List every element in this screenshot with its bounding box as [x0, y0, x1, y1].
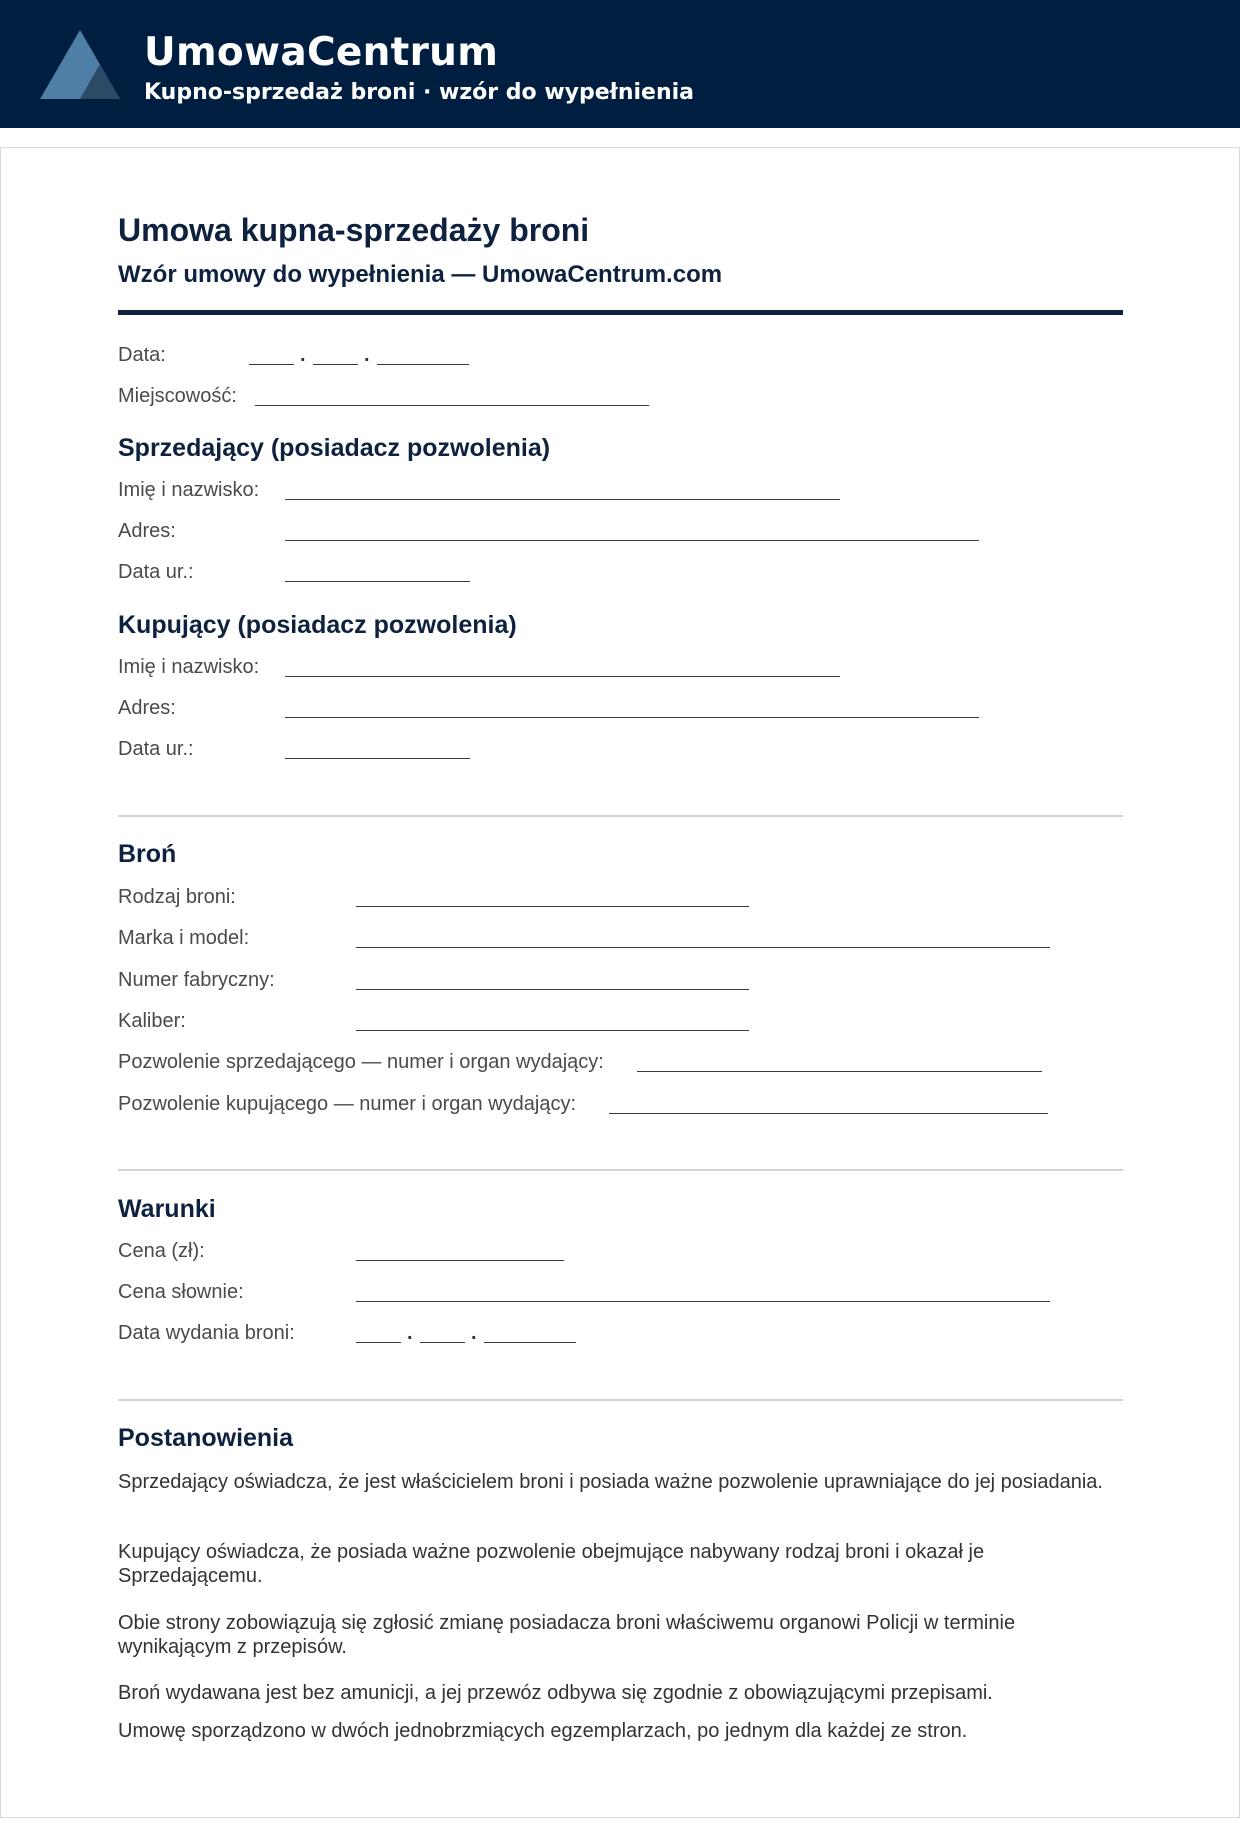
delivery-month-field[interactable] — [420, 1342, 465, 1343]
price-words-field[interactable] — [356, 1301, 1050, 1302]
buyer-address-field[interactable] — [285, 717, 979, 718]
date-year-field[interactable] — [377, 364, 469, 365]
seller-heading: Sprzedający (posiadacz pozwolenia) — [118, 434, 551, 462]
seller-name-label: Imię i nazwisko: — [118, 479, 260, 501]
top-bar — [0, 0, 1240, 128]
document-title: Umowa kupna-sprzedaży broni — [118, 212, 590, 248]
section-divider — [118, 1169, 1123, 1171]
section-divider — [118, 815, 1123, 817]
section-divider — [118, 1399, 1123, 1401]
buyer-name-label: Imię i nazwisko: — [118, 656, 260, 678]
date-separator: . — [471, 1322, 477, 1344]
buyer-heading: Kupujący (posiadacz pozwolenia) — [118, 611, 517, 639]
place-field[interactable] — [255, 405, 649, 406]
buyer-birth-label: Data ur.: — [118, 738, 194, 760]
seller-permit-label: Pozwolenie sprzedającego — numer i organ wydający: — [118, 1051, 604, 1073]
provision-item: Sprzedający oświadcza, że jest właścicielem broni i posiada ważne pozwolenie uprawniające do jej posiadania. — [118, 1471, 1103, 1493]
weapon-serial-field[interactable] — [356, 989, 749, 990]
document-page — [0, 147, 1240, 1818]
terms-heading: Warunki — [118, 1195, 216, 1223]
weapon-type-field[interactable] — [356, 906, 749, 907]
weapon-make-label: Marka i model: — [118, 927, 250, 949]
place-label: Miejscowość: — [118, 385, 237, 407]
buyer-birth-field[interactable] — [285, 758, 470, 759]
price-label: Cena (zł): — [118, 1240, 205, 1262]
buyer-permit-field[interactable] — [609, 1113, 1048, 1114]
triangle-logo-icon — [38, 28, 122, 100]
delivery-date-label: Data wydania broni: — [118, 1322, 295, 1344]
date-separator: . — [300, 344, 306, 366]
provisions-heading: Postanowienia — [118, 1424, 294, 1452]
document-subtitle: Wzór umowy do wypełnienia — UmowaCentrum.com — [118, 261, 723, 288]
provision-item: Umowę sporządzono w dwóch jednobrzmiących egzemplarzach, po jednym dla każdej ze stron. — [118, 1720, 968, 1742]
buyer-name-field[interactable] — [285, 676, 840, 677]
date-separator: . — [364, 344, 370, 366]
buyer-address-label: Adres: — [118, 697, 176, 719]
price-field[interactable] — [356, 1260, 564, 1261]
weapon-heading: Broń — [118, 840, 177, 868]
seller-birth-label: Data ur.: — [118, 561, 194, 583]
title-divider — [118, 310, 1123, 315]
brand-tagline: Kupno-sprzedaż broni · wzór do wypełnienia — [144, 80, 694, 105]
brand-title: UmowaCentrum — [144, 30, 499, 75]
date-day-field[interactable] — [249, 364, 294, 365]
seller-address-field[interactable] — [285, 540, 979, 541]
weapon-type-label: Rodzaj broni: — [118, 886, 236, 908]
seller-permit-field[interactable] — [637, 1071, 1042, 1072]
seller-name-field[interactable] — [285, 499, 840, 500]
provision-item: Broń wydawana jest bez amunicji, a jej przewóz odbywa się zgodnie z obowiązującymi przepisami. — [118, 1682, 993, 1704]
price-words-label: Cena słownie: — [118, 1281, 244, 1303]
weapon-caliber-field[interactable] — [356, 1030, 749, 1031]
seller-birth-field[interactable] — [285, 581, 470, 582]
date-separator: . — [407, 1322, 413, 1344]
buyer-permit-label: Pozwolenie kupującego — numer i organ wydający: — [118, 1093, 577, 1115]
weapon-serial-label: Numer fabryczny: — [118, 969, 275, 991]
weapon-caliber-label: Kaliber: — [118, 1010, 186, 1032]
date-label: Data: — [118, 344, 166, 366]
weapon-make-field[interactable] — [356, 947, 1050, 948]
date-month-field[interactable] — [313, 364, 358, 365]
seller-address-label: Adres: — [118, 520, 176, 542]
provision-item: Kupujący oświadcza, że posiada ważne pozwolenie obejmujące nabywany rodzaj broni i okazał je Sprzedającemu. — [118, 1541, 985, 1587]
delivery-year-field[interactable] — [484, 1342, 576, 1343]
provision-item: Obie strony zobowiązują się zgłosić zmianę posiadacza broni właściwemu organowi Policji w terminie wynikającym z przepisów. — [118, 1612, 1016, 1658]
delivery-day-field[interactable] — [356, 1342, 401, 1343]
